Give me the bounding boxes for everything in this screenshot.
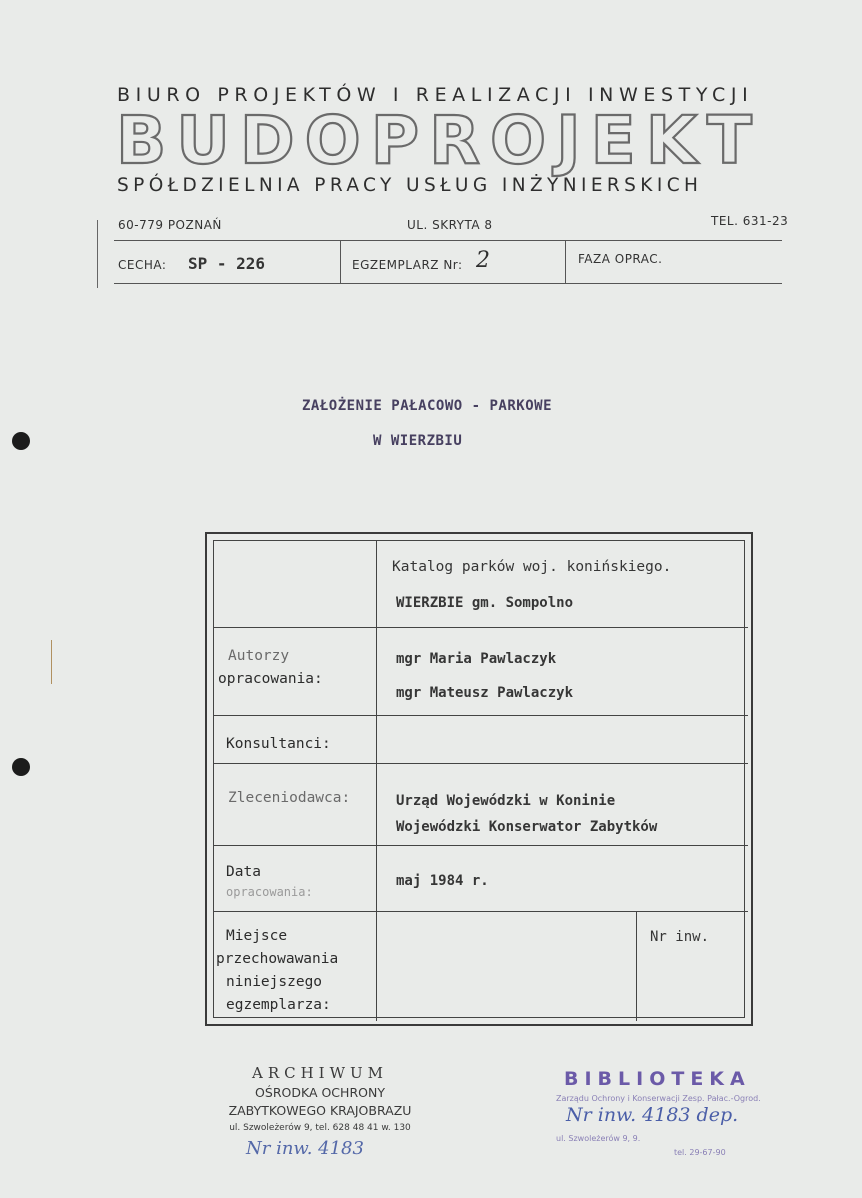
archive-stamp-line-4: ul. Szwoleżerów 9, tel. 628 48 41 w. 130: [229, 1123, 411, 1133]
cecha-value: SP - 226: [188, 254, 266, 273]
date-value: maj 1984 r.: [396, 873, 489, 889]
archive-stamp: [210, 1064, 430, 1133]
document-title-line-1: ZAŁOŻENIE PAŁACOWO - PARKOWE: [302, 398, 553, 414]
catalog-line: Katalog parków woj. konińskiego.: [392, 559, 672, 575]
faza-label: FAZA OPRAC.: [578, 252, 663, 266]
inventory-label: Nr inw.: [650, 929, 710, 945]
address-phone: TEL. 631-23: [711, 214, 789, 228]
archive-stamp-line-2: OŚRODKA OCHRONY: [255, 1085, 385, 1100]
authors-label-1: Autorzy: [228, 648, 290, 664]
library-stamp-line-2: ul. Szwoleżerów 9, 9.: [556, 1134, 641, 1143]
date-label-2: opracowania:: [226, 885, 313, 899]
header-divider-1: [340, 240, 341, 283]
library-stamp-line-1: Zarządu Ochrony i Konserwacji Zesp. Pałac.-Ogrod.: [556, 1094, 761, 1103]
storage-label-1: Miejsce: [226, 928, 288, 944]
place-line: WIERZBIE gm. Sompolno: [396, 595, 574, 611]
table-row-line-5: [214, 911, 748, 912]
table-column-divider: [376, 541, 377, 1021]
client-2: Wojewódzki Konserwator Zabytków: [396, 819, 658, 835]
storage-label-2: przechowawania: [216, 951, 339, 967]
table-row-line-3: [214, 763, 748, 764]
date-label-1: Data: [226, 864, 261, 880]
archive-stamp-line-1: ARCHIWUM: [251, 1064, 389, 1082]
archive-stamp-line-3: ZABYTKOWEGO KRAJOBRAZU: [228, 1103, 412, 1118]
client-1: Urząd Wojewódzki w Koninie: [396, 793, 616, 809]
header-divider-2: [565, 240, 566, 283]
catalog-table: [205, 532, 753, 1026]
header-rule-top: [114, 240, 782, 241]
margin-mark: [51, 640, 52, 684]
table-row-line-1: [214, 627, 748, 628]
authors-label-2: opracowania:: [218, 671, 323, 687]
address-city: 60-779 POZNAŃ: [118, 218, 222, 232]
egzemplarz-label: EGZEMPLARZ Nr:: [352, 258, 463, 272]
letterhead-subtitle: SPÓŁDZIELNIA PRACY USŁUG INŻYNIERSKICH: [117, 175, 703, 196]
archive-handwritten-inventory: Nr inw. 4183: [246, 1138, 364, 1159]
consultants-label: Konsultanci:: [226, 736, 331, 752]
letterhead-top-line: BIURO PROJEKTÓW I REALIZACJI INWESTYCJI: [117, 84, 754, 106]
library-stamp-title: BIBLIOTEKA: [564, 1068, 751, 1090]
client-label: Zleceniodawca:: [228, 790, 351, 806]
document-title-line-2: W WIERZBIU: [373, 433, 463, 449]
catalog-table-inner: [213, 540, 745, 1018]
egzemplarz-value: 2: [476, 248, 490, 273]
library-stamp-line-3: tel. 29-67-90: [674, 1148, 726, 1157]
author-1: mgr Maria Pawlaczyk: [396, 651, 557, 667]
storage-label-4: egzemplarza:: [226, 997, 331, 1013]
address-street: UL. SKRYTA 8: [407, 218, 493, 232]
storage-label-3: niniejszego: [226, 974, 323, 990]
left-margin-rule: [97, 220, 98, 288]
header-rule-bottom: [114, 283, 782, 284]
author-2: mgr Mateusz Pawlaczyk: [396, 685, 574, 701]
punch-hole-top: [12, 432, 30, 450]
cecha-label: CECHA:: [118, 258, 167, 272]
table-row-line-4: [214, 845, 748, 846]
punch-hole-bottom: [12, 758, 30, 776]
library-handwritten-inventory: Nr inw. 4183 dep.: [566, 1104, 739, 1126]
company-logo: BUDOPROJEKT: [116, 102, 762, 179]
table-row-line-2: [214, 715, 748, 716]
inventory-divider: [636, 911, 637, 1021]
